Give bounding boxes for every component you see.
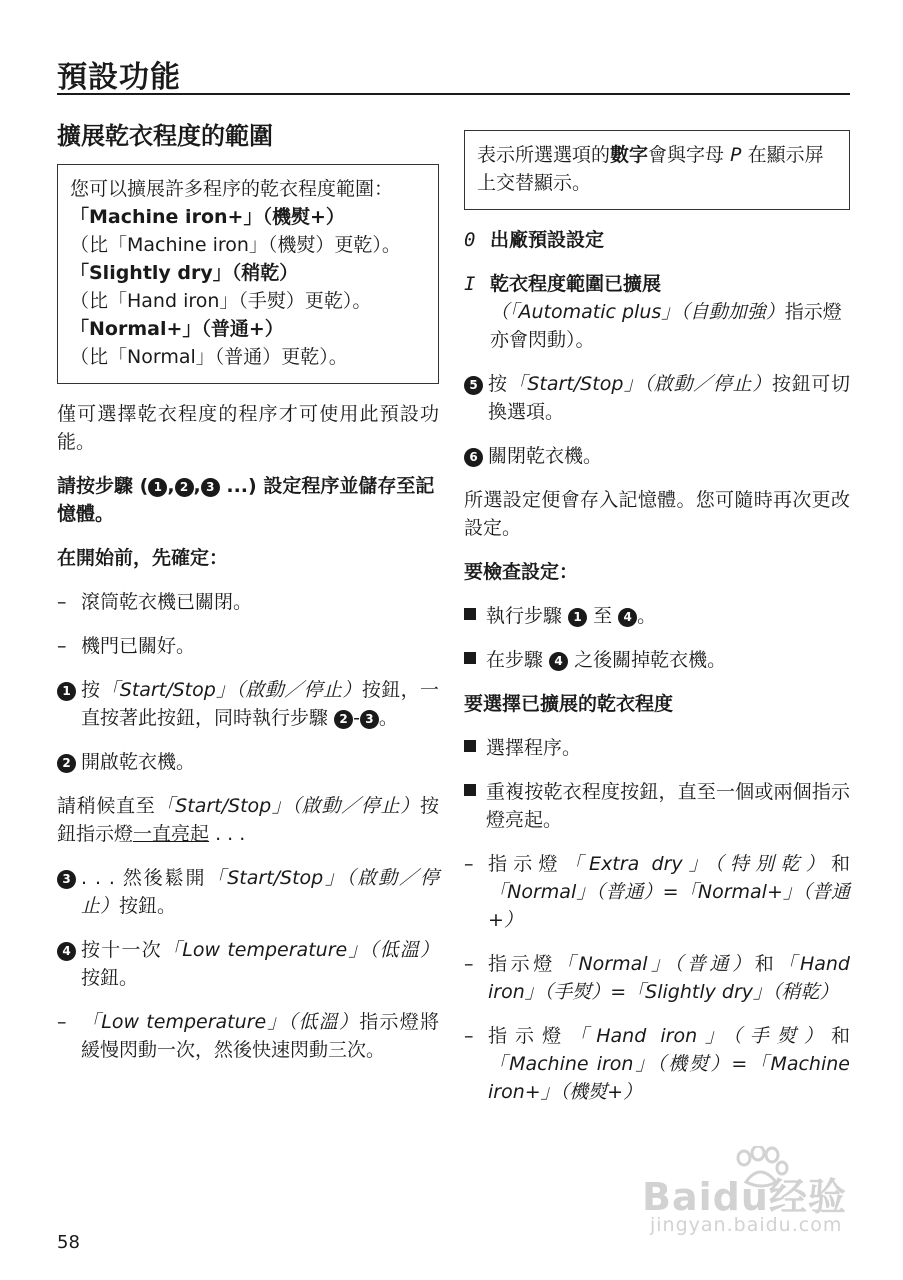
option-1: I 乾衣程度範圍已擴展 （「Automatic plus」（自動加強）指示燈亦會閃動）。	[464, 270, 850, 354]
step-1: 1 按「Start/Stop」（啟動／停止）按鈕，一直按著此按鈕，同時執行步驟 2 - 3 。	[57, 676, 439, 732]
step-number-badge: 6	[464, 448, 483, 467]
option-desc-machine-iron-plus: （比「Machine iron」（機熨）更乾）。	[70, 234, 401, 256]
bullet-square-icon	[464, 608, 476, 620]
step-number-badge: 2	[57, 754, 76, 773]
step-2: 2 開啟乾衣機。	[57, 748, 439, 776]
step-ref-badge: 4	[549, 652, 568, 671]
dash-marker: –	[57, 635, 67, 657]
list-item: 選擇程序。	[464, 734, 850, 762]
option-0: 0 出廠預設設定	[464, 226, 850, 254]
display-note-box: 表示所選選項的數字會與字母 P 在顯示屏上交替顯示。	[464, 130, 850, 210]
list-item: 重複按乾衣程度按鈕，直至一個或兩個指示燈亮起。	[464, 778, 850, 834]
intro-box	[57, 164, 439, 384]
before-heading: 在開始前，先確定：	[57, 547, 229, 569]
step-ref-badge: 1	[568, 608, 587, 627]
step-number-badge: 1	[57, 682, 76, 701]
step-1-badge: 1	[148, 478, 167, 497]
dash-marker: –	[464, 953, 474, 975]
step-number-badge: 3	[57, 870, 76, 889]
step-ref-badge: 3	[360, 710, 379, 729]
step-4: 4 按十一次「Low temperature」（低溫）按鈕。	[57, 936, 439, 992]
wait-paragraph: 請稍候直至「Start/Stop」（啟動／停止）按鈕指示燈一直亮起 . . .	[57, 795, 439, 845]
left-column	[57, 118, 439, 1080]
check-heading: 要檢查設定：	[464, 561, 579, 583]
list-item: 在步驟 4 之後關掉乾衣機。	[464, 646, 850, 674]
memory-paragraph: 所選設定便會存入記憶體。您可隨時再次更改設定。	[464, 489, 850, 539]
list-item: – 機門已關好。	[57, 632, 439, 660]
page-number: 58	[57, 1232, 80, 1253]
bullet-square-icon	[464, 652, 476, 664]
availability-paragraph: 僅可選擇乾衣程度的程序才可使用此預設功能。	[57, 403, 439, 453]
intro-lead: 您可以擴展許多程序的乾衣程度範圍：	[70, 178, 394, 200]
indicator-combo: – 指示燈「Extra dry」（特別乾）和「Normal」（普通）=「Normal+」（普通+）	[464, 850, 850, 934]
indicator-note: – 「Low temperature」（低溫）指示燈將緩慢閃動一次，然後快速閃動三次。	[57, 1008, 439, 1064]
step-3: 3 . . . 然後鬆開「Start/Stop」（啟動／停止）按鈕。	[57, 864, 439, 920]
step-number-badge: 5	[464, 376, 483, 395]
title-divider	[57, 93, 850, 95]
select-heading: 要選擇已擴展的乾衣程度	[464, 693, 674, 715]
option-desc-slightly-dry: （比「Hand iron」（手熨）更乾）。	[70, 290, 372, 312]
dash-marker: –	[57, 1011, 67, 1033]
page-title: 預設功能	[57, 60, 181, 95]
indicator-combo: – 指示燈「Hand iron」（手熨）和「Machine iron」（機熨）=「Machine iron+」（機熨+）	[464, 1022, 850, 1106]
option-name-normal-plus: 「Normal+」（普通+）	[70, 318, 284, 340]
step-6: 6 關閉乾衣機。	[464, 442, 850, 470]
step-5: 5 按「Start/Stop」（啟動／停止）按鈕可切換選項。	[464, 370, 850, 426]
dash-marker: –	[57, 591, 67, 613]
option-name-slightly-dry: 「Slightly dry」（稍乾）	[70, 262, 299, 284]
watermark-url: jingyan.baidu.com	[650, 1214, 843, 1236]
bullet-square-icon	[464, 740, 476, 752]
option-desc-normal-plus: （比「Normal」（普通）更乾）。	[70, 346, 348, 368]
step-number-badge: 4	[57, 942, 76, 961]
dash-marker: –	[464, 853, 474, 875]
steps-heading: 請按步驟 ( 1 , 2 , 3 ...) 設定程序並儲存至記憶體。	[57, 475, 435, 525]
watermark-brand: Baidu经验	[642, 1175, 847, 1219]
list-item: – 滾筒乾衣機已關閉。	[57, 588, 439, 616]
baidu-watermark	[640, 1148, 870, 1248]
indicator-combo: – 指示燈「Normal」（普通）和「Hand iron」（手熨）=「Slightly dry」（稍乾）	[464, 950, 850, 1006]
step-2-badge: 2	[175, 478, 194, 497]
dash-marker: –	[464, 1025, 474, 1047]
list-item: 執行步驟 1 至 4 。	[464, 602, 850, 630]
section-heading: 擴展乾衣程度的範圍	[57, 122, 273, 150]
bullet-square-icon	[464, 784, 476, 796]
option-name-machine-iron-plus: 「Machine iron+」（機熨+）	[70, 206, 345, 228]
right-column	[464, 118, 850, 1122]
option-code: 0	[464, 229, 476, 251]
option-code: I	[464, 273, 476, 295]
step-3-badge: 3	[201, 478, 220, 497]
step-ref-badge: 2	[334, 710, 353, 729]
step-ref-badge: 4	[618, 608, 637, 627]
